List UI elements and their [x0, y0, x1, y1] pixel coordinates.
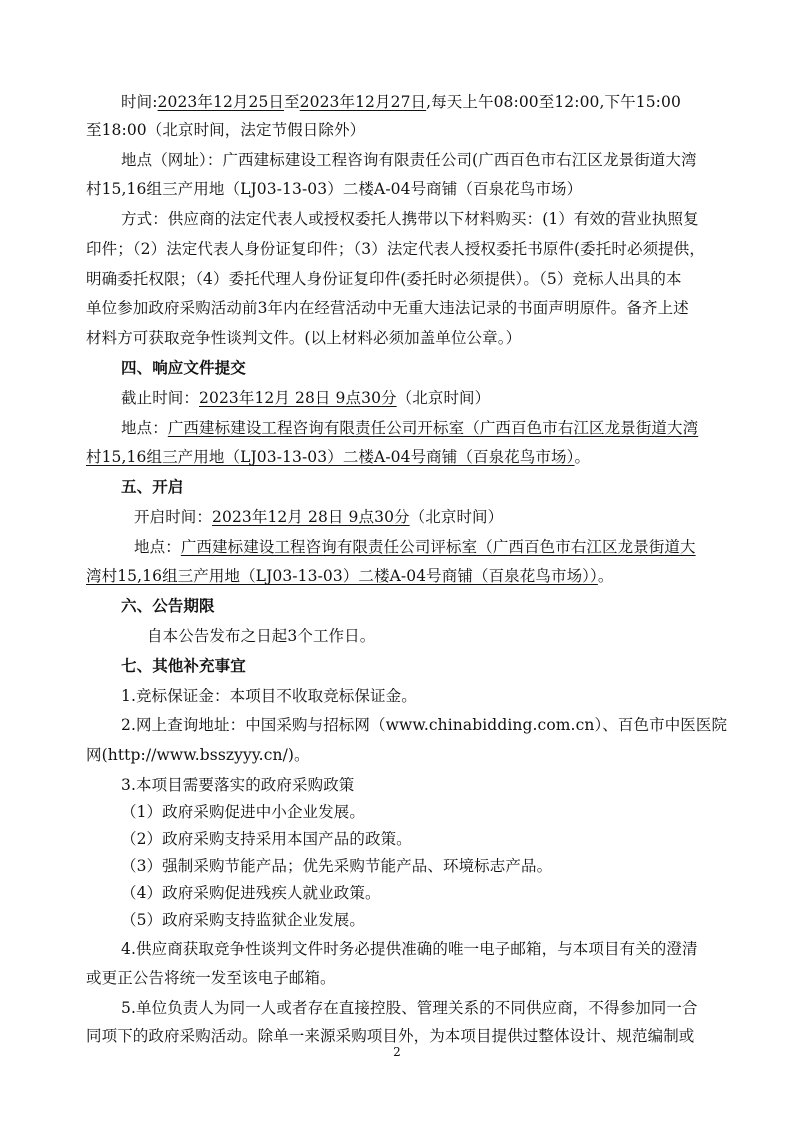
submit-place-label: 地点： [121, 419, 168, 437]
method-line-2: 印件；（2）法定代表人身份证复印件；（3）法定代表人授权委托书原件(委托时必须提供， [86, 240, 705, 258]
item-3: 3.本项目需要落实的政府采购政策 [121, 776, 355, 794]
section-4-heading: 四、响应文件提交 [121, 359, 246, 377]
submit-place-value-1: 广西建标建设工程咨询有限责任公司开标室（广西百色市右江区龙景街道大湾 [167, 419, 699, 437]
item-3-2: （2）政府采购支持采用本国产品的政策。 [121, 830, 412, 848]
deadline-line [121, 388, 747, 408]
deadline-label: 截止时间： [121, 389, 200, 407]
deadline-timezone: （北京时间） [396, 389, 491, 407]
open-time-label: 开启时间： [134, 508, 213, 526]
open-place-line-1 [134, 537, 760, 557]
open-time-line [134, 507, 760, 527]
item-1: 1.竞标保证金：本项目不收取竞标保证金。 [121, 687, 417, 705]
method-line-4: 单位参加政府采购活动前3年内在经营活动中无重大违法记录的书面声明原件。备齐上述 [86, 299, 689, 317]
page-number: 2 [393, 1045, 401, 1059]
open-place-label: 地点： [134, 538, 181, 556]
open-place-line-2 [86, 566, 712, 586]
item-3-1: （1）政府采购促进中小企业发展。 [121, 803, 365, 821]
section-6-heading: 六、公告期限 [121, 597, 215, 615]
submit-place-line-2 [86, 447, 712, 467]
start-date: 2023年12月25日 [157, 93, 285, 111]
section-7-heading: 七、其他补充事宜 [121, 657, 246, 675]
method-line-5: 材料方可获取竞争性谈判文件。(以上材料必须加盖单位公章。） [86, 329, 522, 347]
item-4-line-2: 或更正公告将统一发至该电子邮箱。 [86, 969, 336, 987]
time-line-1 [121, 92, 747, 112]
period: 。 [574, 448, 591, 466]
period: 。 [597, 567, 614, 585]
section-5-heading: 五、开启 [121, 478, 184, 496]
submit-place-line-1 [121, 418, 747, 438]
notice-period-text: 自本公告发布之日起3个工作日。 [147, 627, 376, 645]
time-label: 时间: [121, 93, 158, 111]
method-line-3: 明确委托权限；（4）委托代理人身份证复印件(委托时必须提供）。（5）竞标人出具的本 [86, 270, 682, 288]
item-3-3: （3）强制采购节能产品；优先采购节能产品、环境标志产品。 [121, 857, 553, 875]
item-3-5: （5）政府采购支持监狱企业发展。 [121, 911, 365, 929]
deadline-value: 2023年12月 28日 9点30分 [199, 389, 397, 407]
to-text: 至 [284, 93, 300, 111]
item-3-4: （4）政府采购促进残疾人就业政策。 [121, 884, 381, 902]
open-time-value: 2023年12月 28日 9点30分 [212, 508, 410, 526]
item-5-line-2: 同项下的政府采购活动。除单一来源采购项目外，为本项目提供过整体设计、规范编制或 [86, 1027, 695, 1045]
daily-hours: ,每天上午08:00至12:00,下午15:00 [426, 93, 681, 111]
end-date: 2023年12月27日 [299, 93, 427, 111]
open-time-timezone: （北京时间） [409, 508, 504, 526]
open-place-value-1: 广西建标建设工程咨询有限责任公司评标室（广西百色市右江区龙景街道大 [180, 538, 696, 556]
time-line-2: 至18:00（北京时间，法定节假日除外） [86, 121, 366, 139]
item-4-line-1: 4.供应商获取竞争性谈判文件时务必提供准确的唯一电子邮箱，与本项目有关的澄清 [121, 940, 698, 958]
place-line-2: 村15,16组三产用地（LJ03-13-03）二楼A-04号商铺（百泉花鸟市场） [86, 180, 583, 198]
method-line-1: 方式：供应商的法定代表人或授权委托人携带以下材料购买：(1）有效的营业执照复 [121, 210, 699, 228]
submit-place-value-2: 村15,16组三产用地（LJ03-13-03）二楼A-04号商铺（百泉花鸟市场） [86, 448, 575, 466]
item-5-line-1: 5.单位负责人为同一人或者存在直接控股、管理关系的不同供应商，不得参加同一合 [121, 999, 698, 1017]
place-line-1: 地点（网址）：广西建标建设工程咨询有限责任公司(广西百色市右江区龙景街道大湾 [121, 151, 697, 169]
item-2-line-2: 网(http://www.bsszyyy.cn/)。 [86, 746, 310, 764]
open-place-value-2: 湾村15,16组三产用地（LJ03-13-03）二楼A-04号商铺（百泉花鸟市场）） [86, 567, 598, 585]
item-2-line-1: 2.网上查询地址：中国采购与招标网（www.chinabidding.com.cn）、百色市中医医院 [121, 716, 728, 734]
